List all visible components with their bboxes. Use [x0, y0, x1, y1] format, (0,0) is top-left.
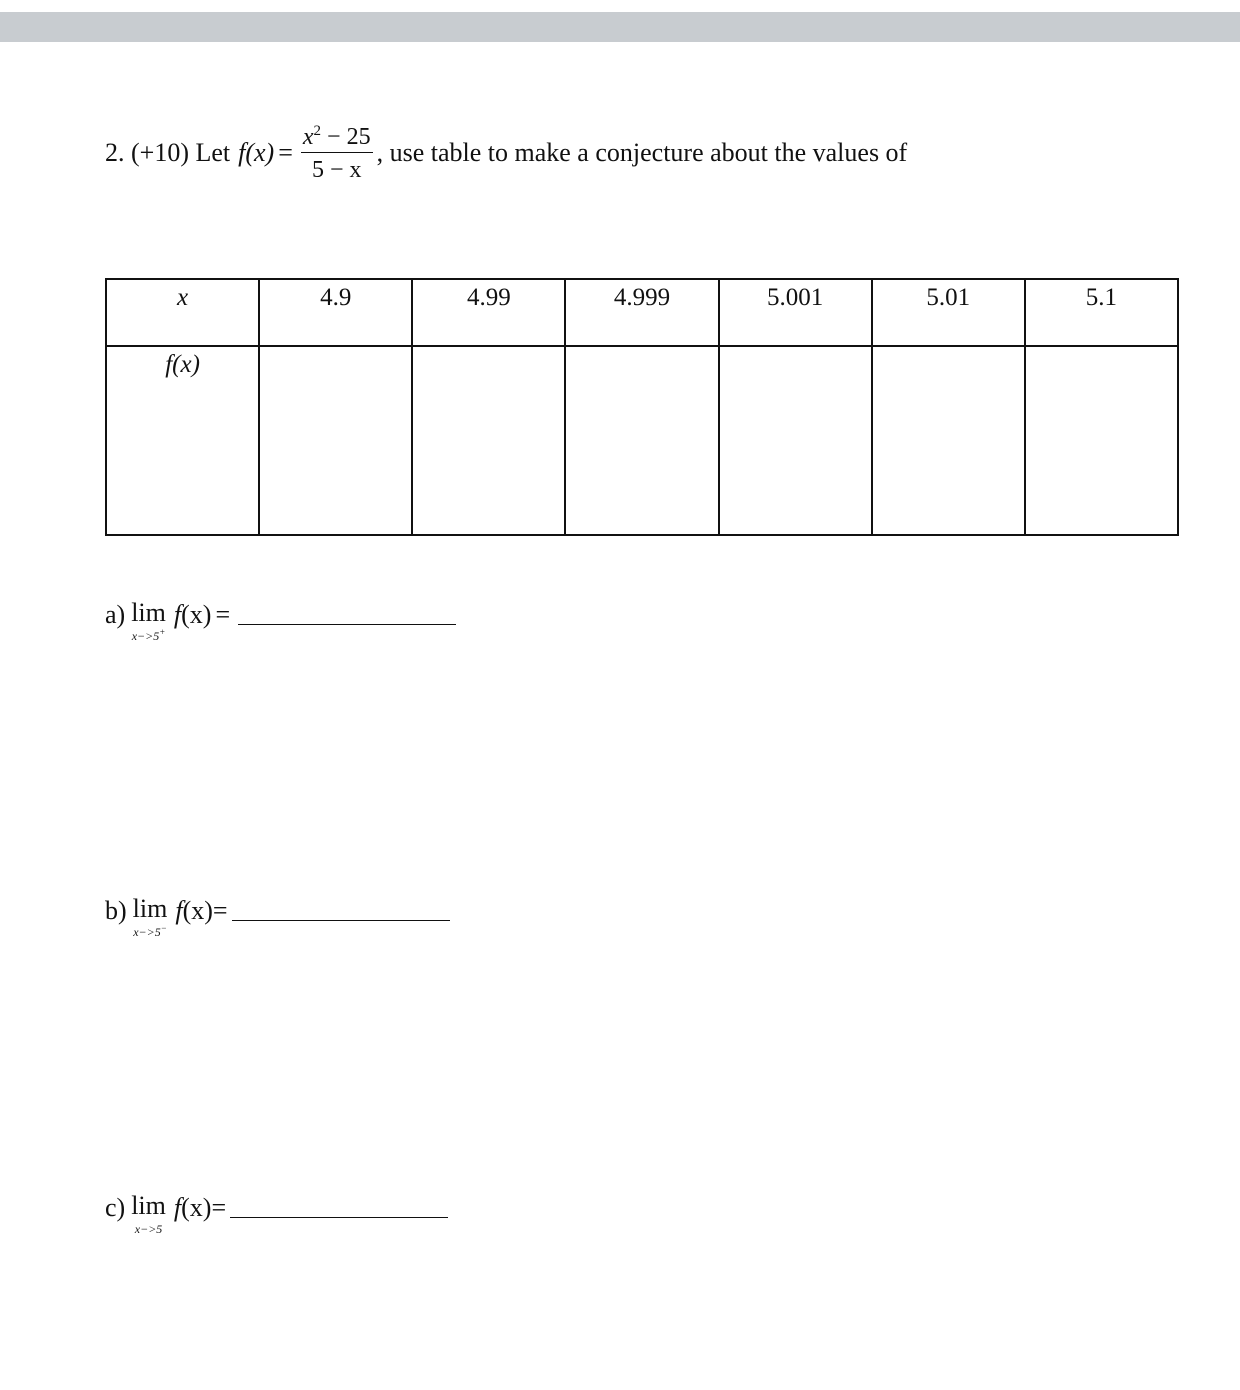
part-b — [105, 896, 450, 938]
part-a — [105, 600, 456, 642]
fx-answer-cell[interactable] — [412, 346, 565, 535]
part-label: a) — [105, 600, 126, 629]
limit-operator: lim x−>5 — [131, 1191, 166, 1236]
fx-answer-cell[interactable] — [872, 346, 1025, 535]
problem-statement — [105, 118, 907, 188]
function-arg: (x) — [245, 138, 275, 167]
fx-row — [106, 346, 1178, 535]
function-arg: (x) — [181, 600, 212, 629]
equals-sign: = — [215, 600, 231, 629]
x-value-cell: 4.9 — [259, 279, 412, 346]
function-name: f — [173, 600, 182, 629]
x-value-cell: 5.1 — [1025, 279, 1178, 346]
part-label: b) — [105, 896, 127, 925]
function-arg: (x) — [181, 1193, 212, 1222]
problem-number: 2. (+10) Let — [105, 138, 231, 167]
fx-answer-cell[interactable] — [719, 346, 872, 535]
fx-label-cell: f(x) — [106, 346, 259, 535]
part-c — [105, 1193, 448, 1235]
x-value-cell: 5.01 — [872, 279, 1025, 346]
x-value-cell: 5.001 — [719, 279, 872, 346]
function-arg: (x) — [182, 896, 213, 925]
part-label: c) — [105, 1193, 126, 1222]
fraction-numerator: $x^2 - 25$ — [301, 125, 373, 153]
fraction-denominator: 5 − x — [311, 156, 362, 183]
limit-operator: lim x−>5+ — [131, 598, 166, 643]
fx-answer-cell[interactable] — [259, 346, 412, 535]
function-name: f — [175, 896, 183, 925]
equals-sign: = — [212, 896, 228, 925]
answer-blank-b[interactable] — [232, 896, 450, 921]
x-value-cell: 4.99 — [412, 279, 565, 346]
fx-answer-cell[interactable] — [1025, 346, 1178, 535]
function-fraction — [301, 122, 373, 183]
x-label-cell: x — [106, 279, 259, 346]
values-table — [105, 278, 1179, 536]
x-row — [106, 279, 1178, 346]
equals-sign: = — [211, 1193, 227, 1222]
equals-sign: = — [278, 138, 293, 167]
function-name: f — [173, 1193, 182, 1222]
x-value-cell: 4.999 — [565, 279, 718, 346]
function-name: f — [238, 138, 246, 167]
fx-answer-cell[interactable] — [565, 346, 718, 535]
answer-blank-c[interactable] — [230, 1193, 448, 1218]
limit-operator: lim x−>5− — [132, 894, 168, 939]
answer-blank-a[interactable] — [238, 600, 456, 625]
problem-instruction: , use table to make a conjecture about the values of — [376, 138, 908, 167]
top-banner — [0, 12, 1240, 42]
